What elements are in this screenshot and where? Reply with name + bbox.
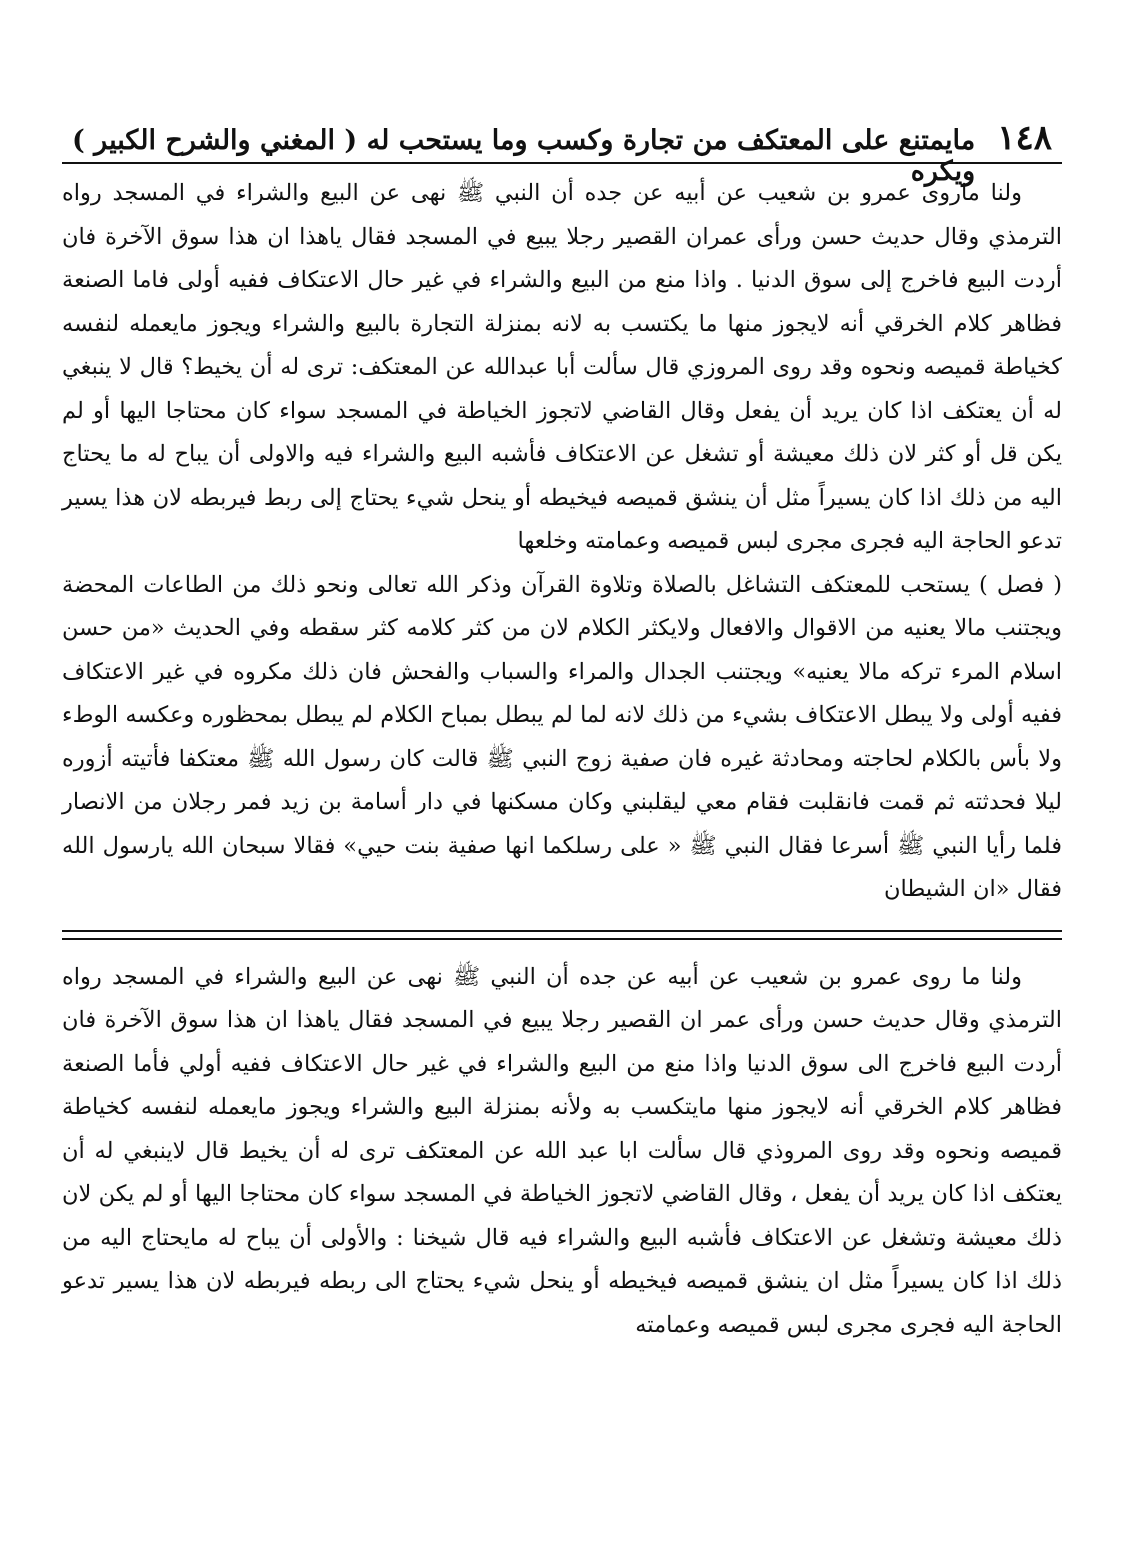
main-paragraph: ولنا ماروى عمرو بن شعيب عن أبيه عن جده أن النبي ﷺ نهى عن البيع والشراء في المسجد رواه الترمذي وقال حديث حسن ورأى عمران القصير رجلا يبيع في المسجد فقال ياهذا ان هذا سوق الآخرة فان أردت البيع فاخرج إلى سوق الدنيا . واذا منع من البيع والشراء في غير حال الاعتكاف ففيه أولى فاما الصنعة فظاهر كلام الخرقي أنه لايجوز منها ما يكتسب به لانه بمنزلة التجارة بالبيع والشراء ويجوز مايعمله لنفسه كخياطة قميصه ونحوه وقد روى المروزي قال سألت أبا عبدالله عن المعتكف: ترى له أن يخيط؟ قال لا ينبغي له أن يعتكف اذا كان يريد أن يفعل وقال القاضي لاتجوز الخياطة في المسجد سواء كان محتاجا اليها أو لم يكن قل أو كثر لان ذلك معيشة أو تشغل عن الاعتكاف فأشبه البيع والشراء فيه والاولى أن يباح له ما يحتاج اليه من ذلك اذا كان يسيراً مثل أن ينشق قميصه فيخيطه أو ينحل شيء يحتاج إلى ربط فيربطه لان هذا يسير تدعو الحاجة اليه فجرى مجرى لبس قميصه وعمامته وخلعها [62,180,1062,554]
section-divider [62,930,1062,940]
page-header [62,118,1062,187]
main-paragraph: ( فصل ) يستحب للمعتكف التشاغل بالصلاة وتلاوة القرآن وذكر الله تعالى ونحو ذلك من الطاعات المحضة ويجتنب مالا يعنيه من الاقوال والافعال ولايكثر الكلام لان من كثر كلامه كثر سقطه وفي الحديث «من حسن اسلام المرء تركه مالا يعنيه» ويجتنب الجدال والمراء والسباب والفحش فان ذلك مكروه في غير الاعتكاف ففيه أولى ولا يبطل الاعتكاف بشيء من ذلك لانه لما لم يبطل بمباح الكلام لم يبطل بمحظوره وعكسه الوطء ولا بأس بالكلام لحاجته ومحادثة غيره فان صفية زوج النبي ﷺ قالت كان رسول الله ﷺ معتكفا فأتيته أزوره ليلا فحدثته ثم قمت فانقلبت فقام معي ليقلبني وكان مسكنها في دار أسامة بن زيد فمر رجلان من الانصار فلما رأيا النبي ﷺ أسرعا فقال النبي ﷺ « على رسلكما انها صفية بنت حيي» فقالا سبحان الله يارسول الله فقال «ان الشيطان [62,571,1062,902]
chapter-title: مايمتنع على المعتكف من تجارة وكسب وما يستحب له ويكره [366,125,976,187]
commentary-paragraph: ولنا ما روى عمرو بن شعيب عن أبيه عن جده أن النبي ﷺ نهى عن البيع والشراء في المسجد رواه الترمذي وقال حديث حسن ورأى عمر ان القصير رجلا يبيع في المسجد فقال ياهذا ان هذا سوق الآخرة فان أردت البيع فاخرج الى سوق الدنيا واذا منع من البيع والشراء في غير حال الاعتكاف ففيه أولي فأما الصنعة فظاهر كلام الخرقي أنه لايجوز منها مايتكسب به ولأنه بمنزلة البيع والشراء ويجوز مايعمله لنفسه كخياطة قميصه ونحوه وقد روى المروذي قال سألت ابا عبد الله عن المعتكف ترى له أن يخيط قال لاينبغي له أن يعتكف اذا كان يريد أن يفعل ، وقال القاضي لاتجوز الخياطة في المسجد سواء كان محتاجا اليها أو لم يكن لان ذلك معيشة وتشغل عن الاعتكاف فأشبه البيع والشراء فيه قال شيخنا : والأولى أن يباح له مايحتاج اليه من ذلك اذا كان يسيراً مثل ان ينشق قميصه فيخيطه أو ينحل شيء يحتاج الى ربطه فيربطه لان هذا يسير تدعو الحاجة اليه فجرى مجرى لبس قميصه وعمامته [62,963,1062,1338]
book-page [62,118,1062,1538]
book-title: ( المغني والشرح الكبير ) [72,125,358,156]
main-text [62,172,1062,912]
commentary-text [62,956,1062,1348]
page-number: ١٤٨ [997,118,1052,158]
